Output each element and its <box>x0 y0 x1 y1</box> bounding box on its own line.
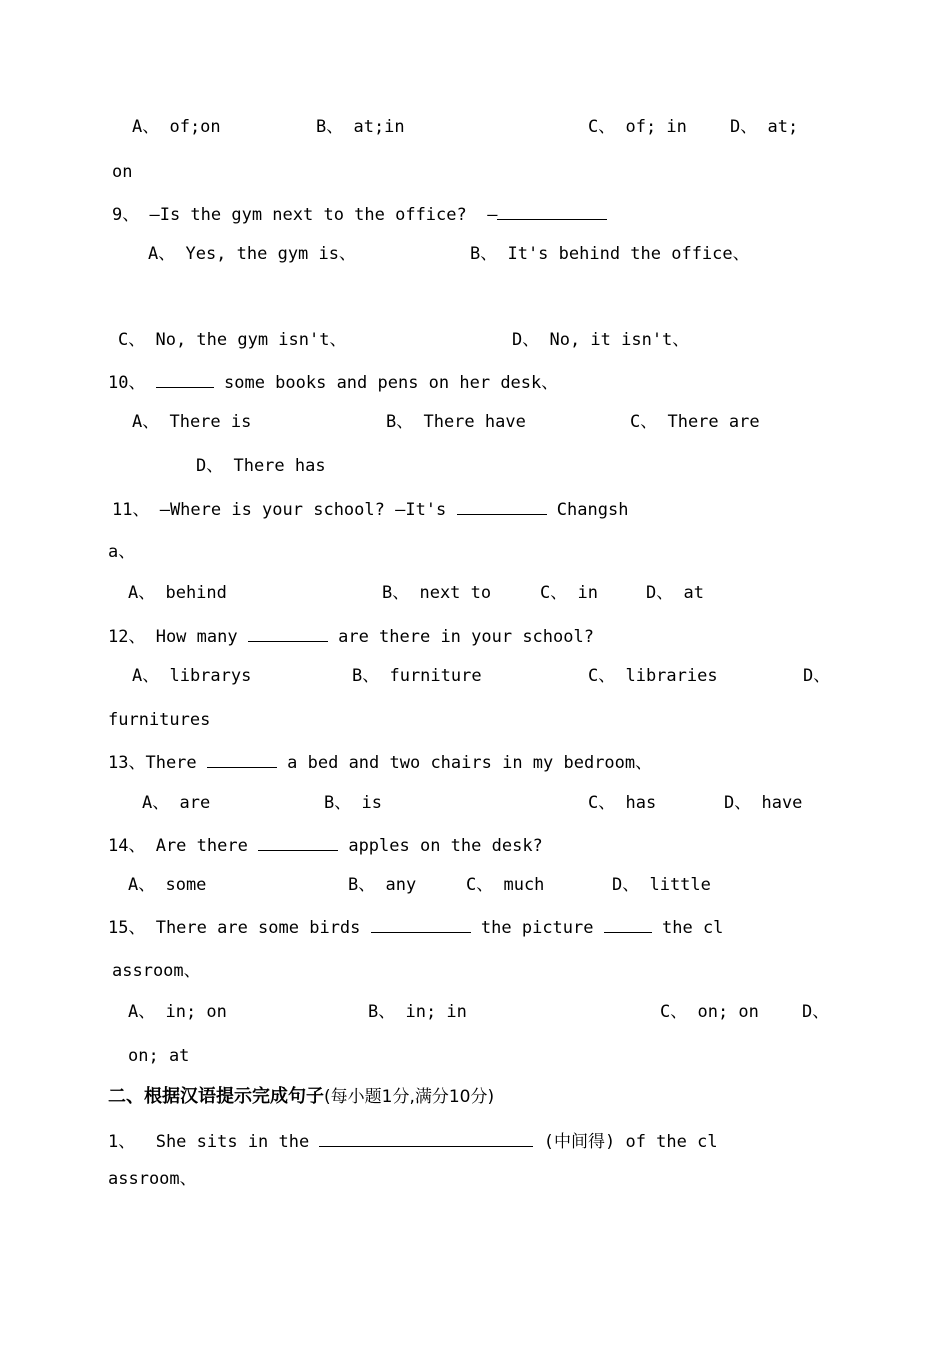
q14-option-b: B、 any <box>348 875 417 895</box>
q11-stem-cont: a、 <box>108 542 136 562</box>
q14-option-c: C、 much <box>466 875 545 895</box>
q13-option-b: B、 is <box>324 793 382 813</box>
q13-stem: 13、There a bed and two chairs in my bedroom、 <box>108 750 652 774</box>
q15-stem: 15、 There are some birds the picture the cl <box>108 915 723 939</box>
q10-option-a: A、 There is <box>132 412 252 432</box>
q15-option-b: B、 in; in <box>368 1002 467 1022</box>
q8-option-c: C、 of; in <box>588 117 687 137</box>
q11-option-b: B、 next to <box>382 583 492 603</box>
q9-option-a: A、 Yes, the gym is、 <box>148 244 356 264</box>
q10-option-d: D、 There has <box>196 456 326 476</box>
q9-stem: 9、 —Is the gym next to the office? — <box>112 202 607 226</box>
q15-stem-cont: assroom、 <box>112 961 201 981</box>
q8-option-d-cont: on <box>112 162 133 182</box>
q11-stem: 11、 —Where is your school? —It's Changsh <box>112 497 628 521</box>
q14-answer-blank[interactable] <box>258 833 338 851</box>
q10-option-c: C、 There are <box>630 412 760 432</box>
q10-stem: 10、 some books and pens on her desk、 <box>108 370 558 394</box>
q14-stem: 14、 Are there apples on the desk? <box>108 833 543 857</box>
q11-option-c: C、 in <box>540 583 598 603</box>
section-2-heading: 二、根据汉语提示完成句子(每小题1分,满分10分) <box>108 1086 495 1107</box>
q12-option-b: B、 furniture <box>352 666 482 686</box>
q10-answer-blank[interactable] <box>156 370 214 388</box>
q13-option-c: C、 has <box>588 793 657 813</box>
q11-option-a: A、 behind <box>128 583 227 603</box>
s2-q1-stem: 1、 She sits in the (中间得) of the cl <box>108 1129 718 1153</box>
q8-option-b: B、 at;in <box>316 117 405 137</box>
q14-option-a: A、 some <box>128 875 207 895</box>
q15-answer-blank-1[interactable] <box>371 915 471 933</box>
q12-option-a: A、 librarys <box>132 666 252 686</box>
q9-option-d: D、 No, it isn't、 <box>512 330 690 350</box>
q14-option-d: D、 little <box>612 875 711 895</box>
q13-answer-blank[interactable] <box>207 750 277 768</box>
q15-option-a: A、 in; on <box>128 1002 227 1022</box>
q9-option-b: B、 It's behind the office、 <box>470 244 750 264</box>
q12-option-d-cont: furnitures <box>108 710 211 730</box>
s2-q1-stem-cont: assroom、 <box>108 1169 197 1189</box>
q12-option-c: C、 libraries <box>588 666 718 686</box>
q9-option-c: C、 No, the gym isn't、 <box>118 330 347 350</box>
q13-option-d: D、 have <box>724 793 803 813</box>
q15-option-d-cont: on; at <box>128 1046 190 1066</box>
q15-option-c: C、 on; on <box>660 1002 759 1022</box>
q8-option-d: D、 at; <box>730 117 799 137</box>
q12-answer-blank[interactable] <box>248 624 328 642</box>
q13-option-a: A、 are <box>142 793 211 813</box>
q9-answer-blank[interactable] <box>497 202 607 220</box>
q15-option-d: D、 <box>802 1002 830 1022</box>
q15-answer-blank-2[interactable] <box>604 915 652 933</box>
q11-answer-blank[interactable] <box>457 497 547 515</box>
q12-option-d: D、 <box>803 666 831 686</box>
q10-option-b: B、 There have <box>386 412 526 432</box>
q8-option-a: A、 of;on <box>132 117 221 137</box>
q12-stem: 12、 How many are there in your school? <box>108 624 594 648</box>
q11-option-d: D、 at <box>646 583 704 603</box>
s2-q1-answer-blank[interactable] <box>319 1129 533 1147</box>
